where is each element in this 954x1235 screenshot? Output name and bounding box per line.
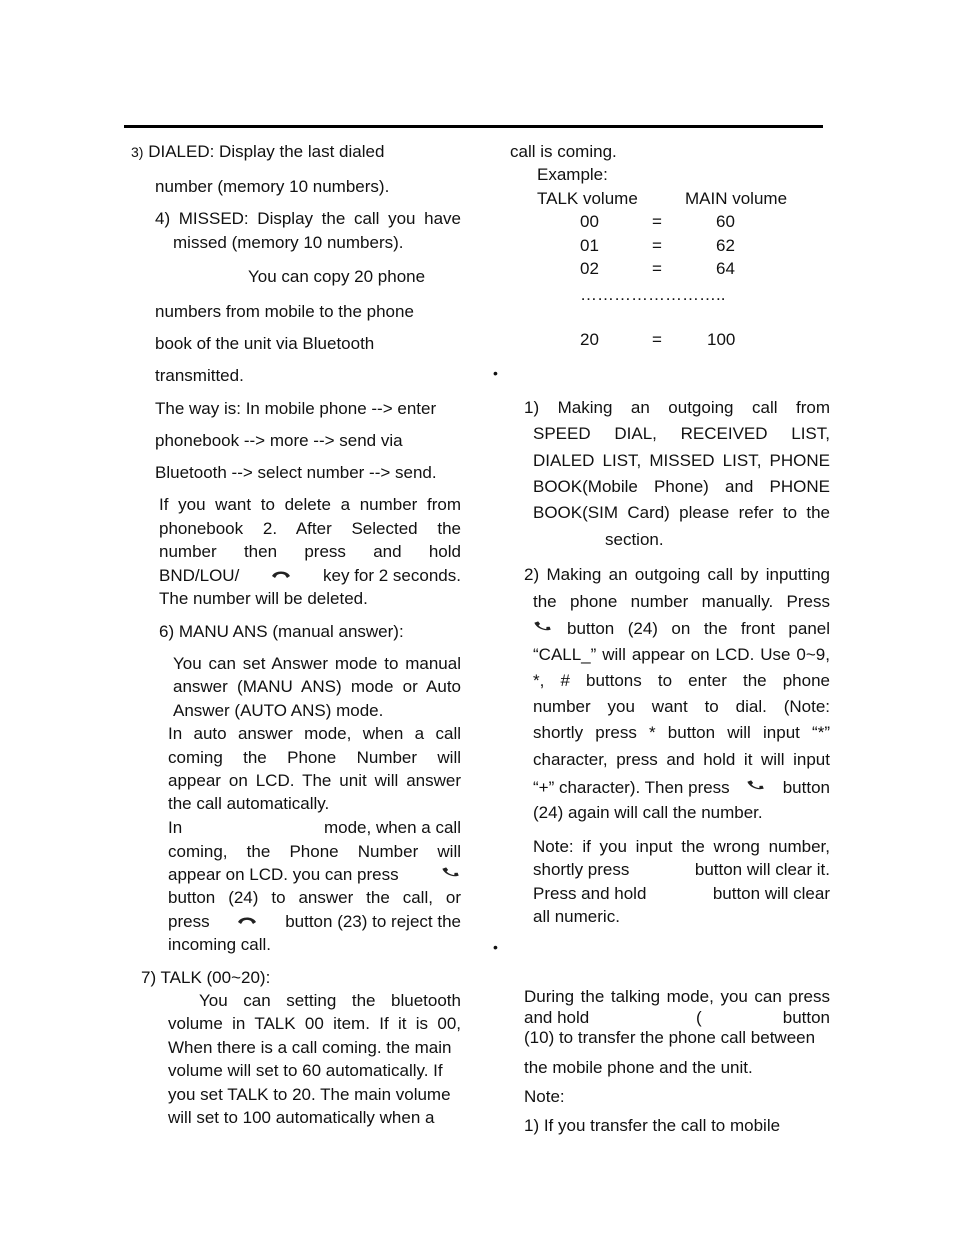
main-value: 62 [716,236,735,255]
outgoing-1-line-3: DIALED LIST, MISSED LIST, PHONE [533,451,830,470]
dialed-item [131,140,384,165]
phone-call-icon [533,617,553,641]
delete-key-suffix: key for 2 seconds. [323,566,461,585]
item-number: 3) [131,144,144,160]
outgoing-2-line-4: “CALL_” will appear on LCD. Use 0~9, [533,645,830,664]
phone-hangup-icon [236,910,258,934]
manu-line-1: You can set Answer mode to manual [173,654,461,673]
phone-call-icon [441,863,461,887]
outgoing-2-line-8: character, press and hold it will input [533,750,830,769]
in-line-3 [168,863,461,887]
in-mode-text: mode, when a call [323,818,461,837]
outgoing-1-line-6: section. [605,530,664,549]
equals-sign: = [652,212,662,231]
talk-line-2: volume in TALK 00 item. If it is 00, [168,1014,461,1033]
manu-line-2: answer (MANU ANS) mode or Auto [173,677,461,696]
press-and-hold-text: Press and hold [533,884,647,903]
note-label: Note: [524,1087,565,1106]
auto-line-1: In auto answer mode, when a call [168,724,461,743]
equals-sign: = [652,330,662,349]
outgoing-2-line-7: shortly press * button will input “*” [533,723,830,742]
missed-line-1: 4) MISSED: Display the call you have [155,209,461,228]
talk-title: 7) TALK (00~20): [141,968,271,987]
open-paren: ( [696,1008,702,1027]
outgoing-2-line-1: 2) Making an outgoing call by inputting [524,565,830,584]
outgoing-2-line-10: (24) again will call the number. [533,803,763,822]
in-line-2: coming, the Phone Number will [168,842,461,861]
delete-line-3: number then press and hold [159,542,461,561]
talk-value: 01 [580,236,599,255]
clear-note-line-4: all numeric. [533,907,620,926]
clear-note-line-2 [533,858,830,882]
during-line-1: During the talking mode, you can press [524,987,830,1006]
delete-line-4 [159,564,461,588]
delete-line-2: phonebook 2. After Selected the [159,519,461,538]
note-item-1: 1) If you transfer the call to mobile [524,1116,781,1135]
dialed-continuation: number (memory 10 numbers). [155,177,390,196]
call-coming-text: call is coming. [510,142,617,161]
clear-it-text: button will clear it. [694,860,830,879]
in-line-1 [168,816,461,840]
outgoing-2-line-5: *, # buttons to enter the phone [533,671,830,690]
main-volume-header: MAIN volume [685,189,788,208]
main-value: 60 [716,212,735,231]
bullet-mark: • [493,365,498,381]
button-word: button [782,778,830,797]
way-line-1: The way is: In mobile phone --> enter [155,399,437,418]
talk-value: 02 [580,259,599,278]
clear-all-text: button will clear [712,884,830,903]
ellipsis-row: …………………….. [580,285,726,304]
manu-ans-title: 6) MANU ANS (manual answer): [159,622,404,641]
and-hold-text: and hold [524,1008,590,1027]
then-press-text: “+” character). Then press [533,778,730,797]
delete-key-label: BND/LOU/ [159,566,240,585]
copy-line-3: book of the unit via Bluetooth [155,334,375,353]
in-press-word: press [168,912,210,931]
auto-line-2: coming the Phone Number will [168,748,461,767]
front-panel-text: button (24) on the front panel [567,619,830,638]
copy-line-2: numbers from mobile to the phone [155,302,414,321]
clear-note-line-3 [533,882,830,906]
in-press-text: appear on LCD. you can press [168,865,399,884]
way-line-3: Bluetooth --> select number --> send. [155,463,437,482]
outgoing-1-line-5: BOOK(SIM Card) please refer to the [533,503,830,522]
delete-line-1: If you want to delete a number from [159,495,461,514]
shortly-press-text: shortly press [533,860,630,879]
equals-sign: = [652,259,662,278]
manu-line-3: Answer (AUTO ANS) mode. [173,701,384,720]
bullet-mark: • [493,939,498,955]
copy-line-1: You can copy 20 phone [248,267,426,286]
phone-call-icon [746,776,766,800]
talk-line-3: When there is a call coming. the main [168,1038,452,1057]
outgoing-2-line-2: the phone number manually. Press [533,592,830,611]
talk-volume-header: TALK volume [537,189,638,208]
example-label: Example: [537,165,608,184]
talk-line-1: You can setting the bluetooth [199,991,461,1010]
auto-line-3: appear on LCD. The unit will answer [168,771,461,790]
outgoing-1-line-4: BOOK(Mobile Phone) and PHONE [533,477,830,496]
in-line-5 [168,910,461,934]
equals-sign: = [652,236,662,255]
talk-value: 20 [580,330,599,349]
copy-line-4: transmitted. [155,366,244,385]
in-line-4: button (24) to answer the call, or [168,888,461,907]
header-rule [124,125,823,128]
clear-note-line-1: Note: if you input the wrong number, [533,837,830,856]
during-line-4: the mobile phone and the unit. [524,1058,753,1077]
dialed-text: DIALED: Display the last dialed [148,142,385,161]
phone-hangup-icon [270,564,292,588]
button-word: button [782,1008,830,1027]
missed-line-2: missed (memory 10 numbers). [173,233,404,252]
in-reject-text: button (23) to reject the [285,912,461,931]
outgoing-1-line-1: 1) Making an outgoing call from [524,398,830,417]
during-line-3: (10) to transfer the phone call between [524,1028,816,1047]
way-line-2: phonebook --> more --> send via [155,431,403,450]
talk-line-5: you set TALK to 20. The main volume [168,1085,451,1104]
delete-line-5: The number will be deleted. [159,589,368,608]
outgoing-2-line-3 [533,617,830,641]
outgoing-2-line-6: number you want to dial. (Note: [533,697,830,716]
talk-line-4: volume will set to 60 automatically. If [168,1061,443,1080]
in-line-6: incoming call. [168,935,271,954]
outgoing-1-line-2: SPEED DIAL, RECEIVED LIST, [533,424,830,443]
main-value: 100 [707,330,736,349]
main-value: 64 [716,259,735,278]
talk-line-6: will set to 100 automatically when a [168,1108,435,1127]
in-word: In [168,818,183,837]
outgoing-2-line-9 [533,776,830,800]
talk-value: 00 [580,212,599,231]
auto-line-4: the call automatically. [168,794,330,813]
